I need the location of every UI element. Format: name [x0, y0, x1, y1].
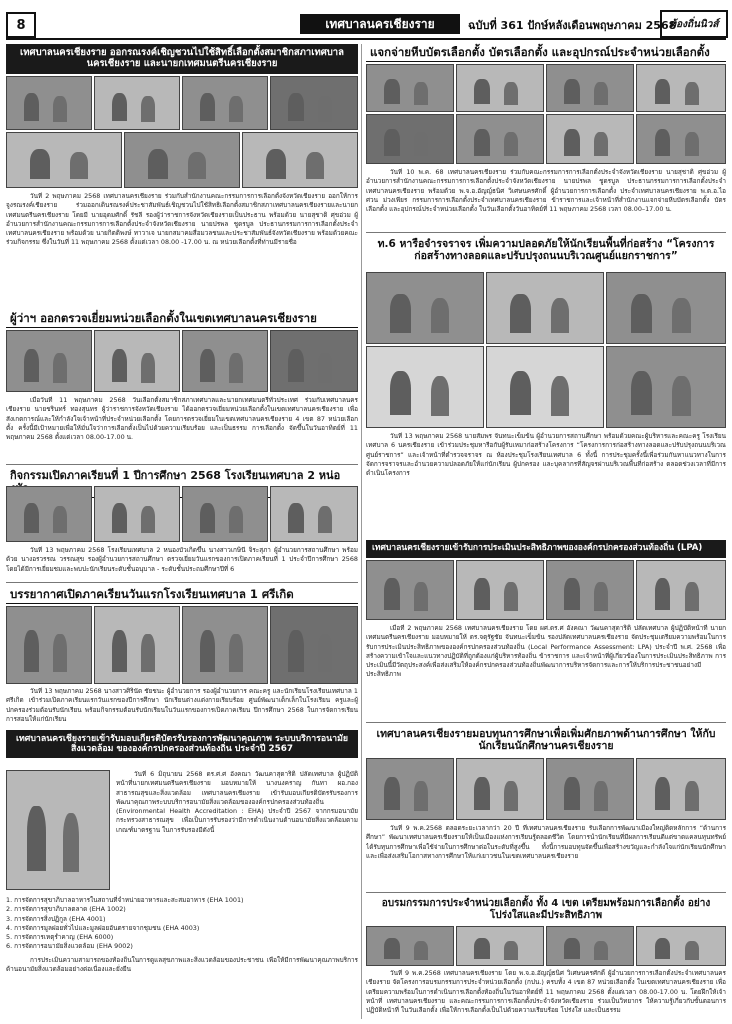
list-item: 3. การจัดการสิ่งปฏิกูล (EHA 4001): [6, 914, 106, 923]
article-lpa: [366, 540, 726, 720]
article-photo: [606, 272, 726, 344]
article-photo: [636, 114, 726, 164]
article-photo: [546, 758, 634, 820]
construction-plan: [486, 346, 604, 428]
article-inspection: [6, 310, 358, 462]
article-body: วันที่ 13 พฤษภาคม 2568 นายสัมพร จันทนะเข็มข้น ผู้อำนวยการสถานศึกษา พร้อมด้วยคณะผู้บริหารและคณะครู โรงเรียนเทศบาล 6 นครเชียงราย เข้าร่วมประชุมหารือกับผู้รับเหมาก่อสร้างโครงการ “โครงการการก่อสร้างทางลอดและปรับปรุงถนนบริเวณศูนย์ราชการ” และเจ้าหน้าที่ตำรวจจราจร ณ ห้องประชุมโรงเรียนเทศบาล 6 ทั้งนี้ การประชุมครั้งนี้เพื่อร่วมกันหาแนวทางในการจัดการจราจรและอำนวยความปลอดภัยให้แก่นักเรียน ผู้ปกครอง และบุคลากรที่สัญจรผ่านบริเวณพื้นที่ก่อสร้าง ตลอดช่วงเวลาที่มีการดำเนินโครงการ: [366, 432, 726, 478]
header-rule: [6, 38, 726, 40]
article-photo: [270, 330, 358, 392]
article-body: เมื่อวันที่ 11 พฤษภาคม 2568 วันเลือกตั้งสมาชิกสภาเทศบาลและนายกเทศมนตรีทั่วประเทศ ร่วมกับเทศบาลนครเชียงราย นายชรินทร์ ทองสุนทร ผู้ว่าราชการจังหวัดเชียงราย ได้ออกตรวจเยี่ยมหน่วยเลือกตั้งในเขตเทศบาลนครเชียงราย เพื่อสังเกตการณ์และให้กำลังใจเจ้าหน้าที่ประจำหน่วยเลือกตั้ง โดยการตรวจเยี่ยมในเขตเทศบาลนครเชียงราย 4 เขต 87 หน่วยเลือกตั้ง ครั้งนี้มีเป้าหมายเพื่อให้มั่นใจว่าการเลือกตั้งเป็นไปด้วยความเรียบร้อย และเป็นธรรม การเลือกตั้ง จัดขึ้นในวันอาทิตย์ที่ 11 พฤษภาคม 2568 ตั้งแต่เวลา 08.00-17.00 น.: [6, 396, 358, 442]
list-item: 4. การจัดการมูลฝอยทั่วไปและมูลฝอยอันตรายจากชุมชน (EHA 4003): [6, 923, 200, 932]
article-photo: [456, 64, 544, 112]
section-divider: [6, 582, 358, 583]
column-divider: [361, 44, 362, 1019]
article-photo: [182, 486, 268, 542]
article-photo: [6, 606, 92, 684]
article-photo: [366, 926, 454, 966]
article-headline: เทศบาลนครเชียงราย ออกรณรงค์เชิญชวนไปใช้สิทธิ์เลือกตั้งสมาชิกสภาเทศบาลนครเชียงราย และนายกเทศมนตรีนครเชียงราย: [6, 44, 358, 74]
article-photo: [366, 64, 454, 112]
article-photo: [270, 486, 358, 542]
article-photo: [6, 76, 92, 130]
list-item: 5. การจัดการเหตุรำคาญ (EHA 6000): [6, 933, 114, 942]
article-headline: ท.6 หารือจำรจราจร เพิ่มความปลอดภัยให้นักเรียนพื้นที่ก่อสร้าง “โครงการก่อสร้างทางลอดและปรับปรุงถนนบริเวณศูนย์แยกราชการ”: [377, 238, 715, 263]
section-divider: [6, 464, 358, 465]
header-banner: เทศบาลนครเชียงราย: [300, 14, 460, 34]
article-photo: [242, 132, 358, 188]
article-photo: [366, 758, 454, 820]
article-eha-award: [6, 730, 358, 1019]
article-photo: [456, 926, 544, 966]
article-school-2: [6, 468, 358, 580]
article-photo: [182, 76, 268, 130]
article-photo: [366, 114, 454, 164]
article-photo: [636, 560, 726, 620]
article-body-tail: การประเมินความสามารถของท้องถิ่นในการดูแลสุขภาพและสิ่งแวดล้อมของประชาชน เพื่อให้มีการพัฒนาคุณภาพบริการด้านอนามัยสิ่งแวดล้อมอย่างต่อเนื่องและยั่งยืน: [6, 956, 358, 974]
article-photo: [94, 330, 180, 392]
article-photo: [546, 114, 634, 164]
section-divider: [366, 232, 726, 233]
list-item: 1. การจัดการสุขาภิบาลอาหารในสถานที่จำหน่ายอาหารและสะสมอาหาร (EHA 1001): [6, 896, 244, 904]
article-headline: แจกจ่ายหีบบัตรเลือกตั้ง บัตรเลือกตั้ง และอุปกรณ์ประจำหน่วยเลือกตั้ง: [366, 44, 726, 62]
article-headline: กิจกรรมเปิดภาคเรียนที่ 1 ปีการศึกษา 2568 โรงเรียนเทศบาล 2 หน่อ: [6, 468, 358, 498]
article-headline: อบรมกรรมการประจำหน่วยเลือกตั้ง ทั้ง 4 เขต เตรียมพร้อมการเลือกตั้ง อย่างโปร่งใสและมีประสิทธิภาพ: [381, 898, 711, 921]
article-body: วันที่ 10 พ.ค. 68 เทศบาลนครเชียงราย ร่วมกับคณะกรรมการการเลือกตั้งประจำจังหวัดเชียงราย นายสุชาติ ศุขอ่วม ผู้อำนวยการสำนักงานคณะกรรมการการเลือกตั้งประจำจังหวัดเชียงราย นายปรพล ชูดรบูล ประธานกรรมการการเลือกตั้งประจำเทศบาลนครเชียงราย พร้อมด้วย พ.จ.อ.อัญญ์ธนิศ วิเศษนครศักดิ์ ผู้อำนวยการการเลือกตั้ง ประจำเทศบาลนครเชียงราย พ.ต.อ.ไอศวน ม่วงเพียร กรรมการการเลือกตั้งประจำเทศบาลนครเชียงราย ข้าราชการและเจ้าหน้าที่สำนักงานแจกจ่ายหีบบัตรเลือกตั้ง บัตรเลือกตั้ง และอุปกรณ์ประจำหน่วยเลือกตั้ง ในวันเลือกตั้งวันอาทิตย์ที่ 11 พฤษภาคม 2568 เวลา 08.00–17.00 น.: [366, 168, 726, 214]
article-photo: [546, 560, 634, 620]
article-photo: [6, 486, 92, 542]
article-photo: [636, 758, 726, 820]
article-photo: [486, 272, 604, 344]
article-traffic-safety: [366, 236, 726, 536]
page-number: 8: [6, 12, 36, 38]
list-item: 6. การจัดการอนามัยสิ่งแวดล้อม (EHA 9002): [6, 942, 133, 951]
section-divider: [366, 722, 726, 723]
article-ballot-distribution: [366, 44, 726, 230]
article-photo: [94, 486, 180, 542]
article-photo: [94, 76, 180, 130]
left-column: [6, 44, 358, 1019]
article-headline: เทศบาลนครเชียงรายมอบทุนการศึกษาเพื่อเพิ่มศักยภาพด้านการศึกษา ให้กับนักเรียนนักศึกษานครเชียงราย: [376, 728, 716, 753]
right-column: [366, 44, 726, 1019]
list-item: 2. การจัดการสุขาภิบาลตลาด (EHA 1002): [6, 905, 126, 914]
construction-plan: [366, 346, 484, 428]
article-photo: [636, 926, 726, 966]
article-headline: บรรยากาศเปิดภาคเรียนวันแรกโรงเรียนเทศบาล 1 ศรีเกิด: [6, 586, 358, 604]
article-photo: [270, 76, 358, 130]
article-photo: [456, 758, 544, 820]
article-body: วันที่ 9 พ.ค.2568 ตลอดระยะเวลากว่า 20 ปี ที่เทศบาลนครเชียงราย รับเลือกการพัฒนาเมืองใหญ่ติดหลักการ “ด้านการศึกษา” พัฒนาเทศบาลนครเชียงรายให้เป็นเมืองแห่งการเรียนรู้ตลอดชีวิต โดยการนำนักเรียนที่มีผลการเรียนดีแต่ขาดแคลนทุนทรัพย์ได้รับทุนการศึกษาเพื่อใช้จ่ายในการศึกษาต่อในระดับที่สูงขึ้น ทั้งนี้การมอบทุนจัดขึ้นเพื่อสร้างขวัญและกำลังใจแก่นักเรียนนักศึกษา และเพื่อส่งเสริมโอกาสทางการศึกษาให้แก่เยาวชนในเขตเทศบาลนครเชียงราย: [366, 824, 726, 860]
article-headline: ผู้ว่าฯ ออกตรวจเยี่ยมหน่วยเลือกตั้งในเขตเทศบาลนครเชียงราย: [6, 310, 358, 328]
article-photo: [182, 606, 268, 684]
article-body: เมื่อที่ 2 พฤษภาคม 2568 เทศบาลนครเชียงราย โดย ผศ.ดร.ศ อังคณา วัฒนคาสุดาริติ ปลัดเทศบาล ผู้ปฏิบัติหน้าที่ นายกเทศมนตรีนครเชียงราย มอบหมายให้ ดร.จตุรัฐชัย จันทนะเข็มข้น รองปลัดเทศบาลนครเชียงราย จัดประชุมเตรียมความพร้อมในการรับการประเมินประสิทธิภาพขององค์กรปกครองส่วนท้องถิ่น (Local Performance Assessment: LPA) ประจำปี พ.ศ. 2568 เพื่อสร้างความเข้าใจและแนวทางปฏิบัติที่ถูกต้องแก่ผู้บริหารท้องถิ่น ข้าราชการ และเจ้าหน้าที่ผู้เกี่ยวข้องในการประเมินประสิทธิภาพ การประเมินนี้มีวัตถุประสงค์เพื่อส่งเสริมให้องค์กรปกครองส่วนท้องถิ่นพัฒนาการบริหารจัดการและการให้บริการประชาชนอย่างมีประสิทธิภาพ: [366, 624, 726, 679]
article-photo: [6, 132, 122, 188]
article-body: วันที่ 13 พฤษภาคม 2568 นางสาวศิรินัด ชัยชนะ ผู้อำนวยการ รองผู้อำนวยการ คณะครู และนักเรียนโรงเรียนเทศบาล 1 ศรีเกิด เข้าร่วมเปิดภาคเรียนแรกวันแรกของปีการศึกษา นักเรียนต่างแต่งกายเรียบร้อย ศูนย์พัฒนาเด็กเล็กในโรงเรียน ครูและผู้ปกครองร่วมต้อนรับนักเรียน พร้อมกิจกรรมต้อนรับนักเรียนในวันแรกของการเปิดภาคเรียน ปีการศึกษา 2568 ในการจัดการเรียนการสอนให้แก่นักเรียน: [6, 687, 358, 723]
article-photo: [546, 926, 634, 966]
article-body: วันที่ 9 พ.ค.2568 เทศบาลนครเชียงราย โดย พ.จ.อ.อัญญ์ธนิศ วิเศษนครศักดิ์ ผู้อำนวยการการเลือกตั้งประจำเทศบาลนครเชียงราย จัดโครงการอบรมกรรมการประจำหน่วยเลือกตั้ง (กปน.) ครบทั้ง 4 เขต 87 หน่วยเลือกตั้ง ในเขตเทศบาลนครเชียงราย เพื่อเตรียมความพร้อมในการดำเนินการเลือกตั้งท้องถิ่นในวันอาทิตย์ที่ 11 พฤษภาคม 2568 ตั้งแต่เวลา 08.00-17.00 น. โดยฝึกให้เจ้าหน้าที่ เทศบาลนครเชียงราย และคณะกรรมการการเลือกตั้งประจำจังหวัดเชียงราย ร่วมเป็นวิทยากร ให้ความรู้เกี่ยวกับขั้นตอนการปฏิบัติหน้าที่ ในวันเลือกตั้ง เพื่อให้การเลือกตั้งเป็นไปด้วยความเรียบร้อย โปร่งใส และเป็นธรรม: [366, 969, 726, 1015]
article-committee-training: [366, 896, 726, 1019]
article-photo: [124, 132, 240, 188]
article-photo: [94, 606, 180, 684]
newspaper-logo: ท้องถิ่นนิวส์: [660, 10, 728, 38]
article-photo: [270, 606, 358, 684]
article-photo: [366, 272, 484, 344]
article-headline: เทศบาลนครเชียงรายเข้ารับมอบเกียรติบัตรรับรองการพัฒนาคุณภาพ ระบบบริการอนามัยสิ่งแวดล้อม ขององค์กรปกครองส่วนท้องถิ่น ประจำปี 2567: [6, 730, 358, 758]
article-photo: [456, 114, 544, 164]
article-photo: [6, 770, 110, 890]
article-photo: [366, 560, 454, 620]
article-photo: [456, 560, 544, 620]
article-photo: [182, 330, 268, 392]
article-scholarship: [366, 726, 726, 890]
article-body: วันที่ 2 พฤษภาคม 2568 เทศบาลนครเชียงราย ร่วมกับสำนักงานคณะกรรมการการเลือกตั้งจังหวัดเชียงราย ออกให้การจูงรณรงค์เชียงราย ร่วมออกเดินรณรงค์ประชาสัมพันธ์เชิญชวนไปใช้สิทธิเลือกตั้งสมาชิกสภาเทศบาลนครเชียงรายและนายกเทศมนตรีนครเชียงราย โดยมี นายอุดมศักดิ์ รัชลี รองผู้ว่าราชการจังหวัดเชียงรายเป็นประธาน พร้อมด้วย นายสุชาติ ศุขอ่วม ผู้อำนวยการสำนักงานคณะกรรมการการเลือกตั้งประจำจังหวัดเชียงราย นายปรพล ชูดรบูล ประธานกรรมการการเลือกตั้งประจำเทศบาลนครเชียงราย พร้อมด้วย นายกิตติพงษ์ ทาวาเจ นายกสมาคมสื่อมวลชนและประชาสัมพันธ์จังหวัดเชียงราย พร้อมด้วยคณะ ร่วมกิจกรรม ซึ่งในวันที่ 11 พฤษภาคม 2568 ตั้งแต่เวลา 08.00 -17.00 น. ณ หน่วยเลือกตั้งที่ท่านมีรายชื่อ: [6, 192, 358, 247]
article-headline: เทศบาลนครเชียงรายเข้ารับการประเมินประสิทธิภาพขององค์กรปกครองส่วนท้องถิ่น (LPA): [366, 540, 726, 558]
article-photo: [606, 346, 726, 428]
issue-line: ฉบับที่ 361 ปักษ์หลังเดือนพฤษภาคม 2568: [468, 19, 677, 32]
section-divider: [366, 892, 726, 893]
article-body: วันที่ 6 มิถุนายน 2568 ดร.ศ.ศ อังคณา วัฒนคาสุดาริติ ปลัดเทศบาล ผู้ปฏิบัติหน้าที่นายกเทศมนตรีนครเชียงราย มอบหมายให้ นางนงคราญ กันทา ผอ.กองสาธารณสุขและสิ่งแวดล้อม เทศบาลนครเชียงราย เข้ารับมอบเกียรติบัตรรับรองการพัฒนาคุณภาพระบบบริการอนามัยสิ่งแวดล้อมขององค์กรปกครองส่วนท้องถิ่น (Environmental Health Accreditation : EHA) ประจำปี 2567 จากกรมอนามัย กระทรวงสาธารณสุข เพื่อเป็นการรับรองว่ามีการดำเนินงานด้านอนามัยสิ่งแวดล้อมตามเกณฑ์มาตรฐาน ในการรับรองมีดังนี้: [116, 770, 358, 834]
article-school-1: [6, 586, 358, 726]
eha-standard-list: [6, 896, 358, 952]
article-photo: [636, 64, 726, 112]
article-photo: [6, 330, 92, 392]
article-campaign: [6, 44, 358, 306]
article-body: วันที่ 13 พฤษภาคม 2568 โรงเรียนเทศบาล 2 หนองบัวเกิดขึ้น นางสาวเกษินี จิระสุภา ผู้อำนวยการสถานศึกษา พร้อมด้วย นางอรวรรณ วรรณสุข รองผู้อำนวยการสถานศึกษา ตรวจเยี่ยมวันแรกของการเปิดภาคเรียนที่ 1 ประจำปีการศึกษา 2568 โดยได้มีการเยี่ยมชมและพบปะนักเรียนระดับชั้นอนุบาล - ระดับชั้นประถมศึกษาปีที่ 6: [6, 546, 358, 573]
article-photo: [546, 64, 634, 112]
